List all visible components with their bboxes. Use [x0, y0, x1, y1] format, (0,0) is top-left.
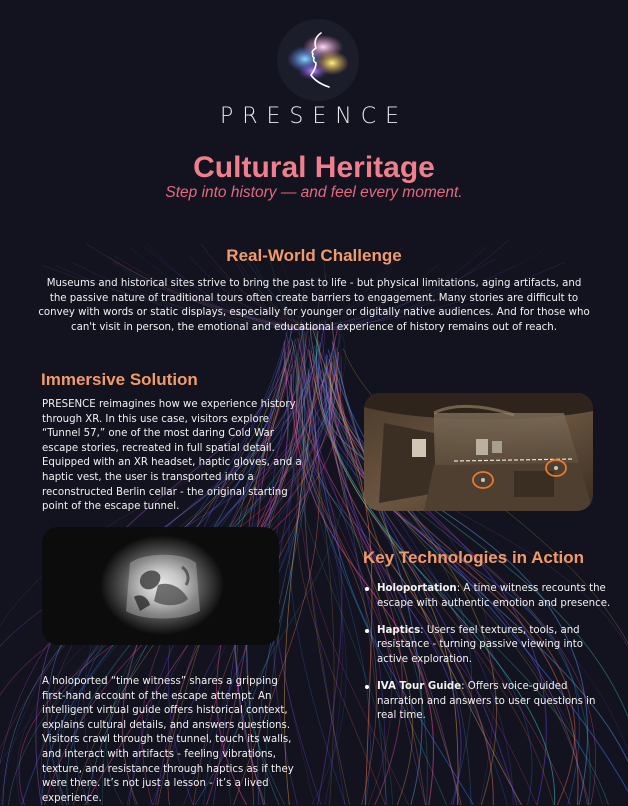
- list-item: [377, 582, 617, 611]
- technologies-list: [363, 582, 617, 736]
- experience-text: A holoported “time witness” shares a gripping first-hand account of the escape attempt. An intelligent virtual guide offers historical context, explains cultural details, and answers questions. Visitors crawl through the tunnel, touch its walls, and interact with artifacts - feeling vibrations, texture, and resistance through haptics as if they were there. It’s not just a lesson - it’s a lived experience.: [42, 676, 294, 804]
- solution-text: PRESENCE reimagines how we experience history through XR. In this use case, visitors explore “Tunnel 57,” one of the most daring Cold War escape stories, recreated in full spatial detail. Equipped with an XR headset, haptic gloves, and a haptic vest, the user is transported into a reconstructed Berlin cellar - the original starting point of the escape tunnel.: [42, 399, 302, 513]
- tech-description: : A time witness recounts the escape with authentic emotion and presence.: [377, 583, 611, 609]
- brand-name: PRESENCE: [219, 104, 409, 129]
- list-item: [377, 624, 617, 668]
- tunnel-crawl-image: [42, 527, 279, 645]
- vr-cellar-scene-image: [364, 393, 593, 511]
- logo-badge: [277, 19, 359, 101]
- technologies-heading: Key Technologies in Action: [363, 548, 585, 567]
- tech-description: : Offers voice-guided narration and answers to user questions in real time.: [377, 680, 596, 722]
- page-subtitle: Step into history — and feel every moment.: [165, 184, 463, 201]
- challenge-heading: Real-World Challenge: [226, 246, 402, 265]
- tech-name: Holoportation: [377, 583, 457, 594]
- abstract-face-logo-icon: [277, 19, 359, 101]
- solution-heading: Immersive Solution: [41, 370, 198, 389]
- challenge-text: Museums and historical sites strive to bring the past to life - but physical limitations, aging artifacts, and the passive nature of traditional tours often create barriers to engagement. Many stories are difficult to convey with words or static displays, especially for younger or digitally native audiences. And for those who can't visit in person, the emotional and educational experience of history remains out of reach.: [38, 278, 590, 333]
- list-item: [377, 680, 617, 724]
- tech-name: Haptics: [377, 624, 421, 636]
- page-title: Cultural Heritage: [193, 151, 435, 184]
- tech-description: : Users feel textures, tools, and resistance - turning passive viewing into active exploration.: [377, 624, 583, 665]
- tech-name: IVA Tour Guide: [377, 680, 462, 692]
